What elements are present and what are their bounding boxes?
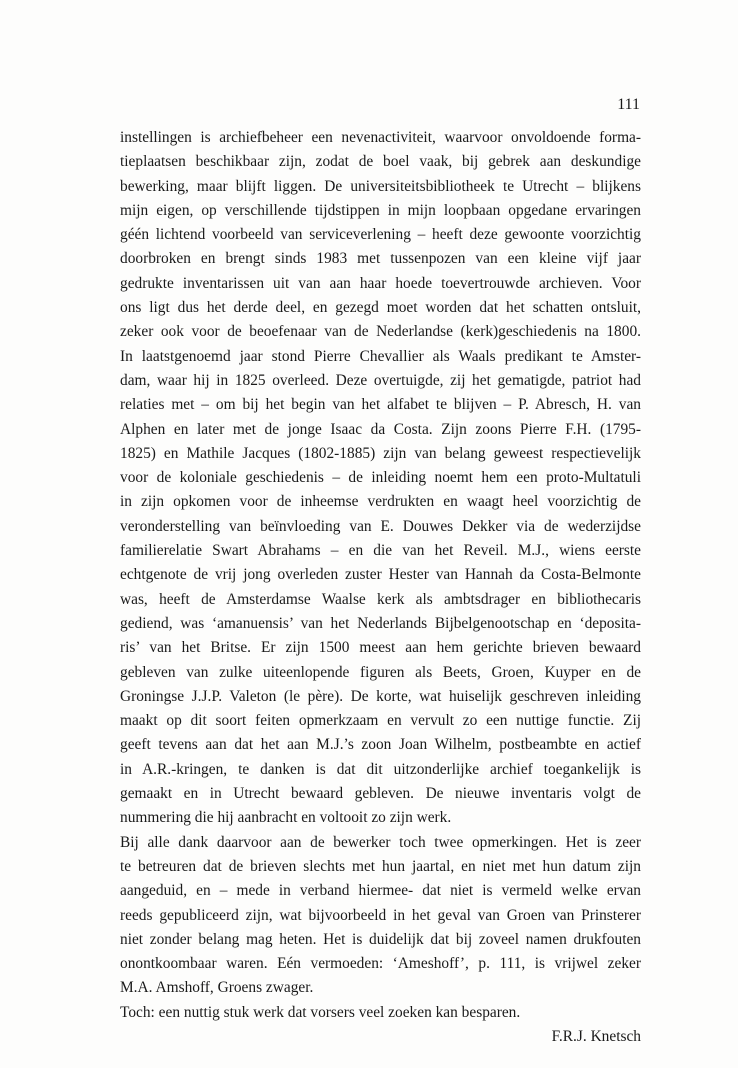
text-line: 1825) en Mathile Jacques (1802-1885) zijn van belang geweest respectievelijk [120,444,641,462]
text-line: bewerking, maar blijft liggen. De universiteitsbibliotheek te Utrecht – blijkens [120,177,641,195]
author-signature: F.R.J. Knetsch [551,1027,641,1045]
text-line: reeds gepubliceerd zijn, wat bijvoorbeeld in het geval van Groen van Prinsterer [120,906,641,924]
text-line: gemaakt en in Utrecht bewaard gebleven. De nieuwe inventaris volgt de [120,785,641,803]
text-line: mijn eigen, op verschillende tijdstippen in mijn loopbaan opgedane ervaringen [120,201,641,219]
text-line: géén lichtend voorbeeld van serviceverlening – heeft deze gewoonte voorzichtig [120,226,641,244]
body-text [120,126,641,1049]
text-line: in zijn opkomen voor de inheemse verdrukten en waagt heel voorzichtig de [120,493,641,511]
text-line: echtgenote de vrij jong overleden zuster Hester van Hannah da Costa-Belmonte [120,566,641,584]
text-line: relaties met – om bij het begin van het alfabet te blijven – P. Abresch, H. van [120,396,641,414]
paragraph-end-line: M.A. Amshoff, Groens zwager. [120,979,314,997]
text-line: ons ligt dus het derde deel, en gezegd moet worden dat het schatten ontsluit, [120,299,641,317]
text-line: Bij alle dank daarvoor aan de bewerker toch twee opmerkingen. Het is zeer [120,833,641,851]
text-line: zeker ook voor de beoefenaar van de Nederlandse (kerk)geschiedenis na 1800. [120,323,641,341]
text-line: gedrukte inventarissen uit van aan haar hoede toevertrouwde archieven. Voor [120,274,641,292]
text-line: ris’ van het Britse. Er zijn 1500 meest aan hem gerichte brieven bewaard [120,639,641,657]
text-line: In laatstgenoemd jaar stond Pierre Chevallier als Waals predikant te Amster- [120,347,641,365]
text-line: niet zonder belang mag heten. Het is duidelijk dat bij zoveel namen drukfouten [120,930,641,948]
text-line: maakt op dit soort feiten opmerkzaam en vervult zo een nuttige functie. Zij [120,712,641,730]
text-line: in A.R.-kringen, te danken is dat dit uitzonderlijke archief toegankelijk is [120,760,641,778]
text-line: instellingen is archiefbeheer een nevenactiviteit, waarvoor onvoldoende forma- [120,129,641,146]
text-line: geeft tevens aan dat het aan M.J.’s zoon Joan Wilhelm, postbeambte en actief [120,736,641,754]
text-line: doorbroken en brengt sinds 1983 met tussenpozen van een kleine vijf jaar [120,250,641,268]
text-line: Alphen en later met de jonge Isaac da Costa. Zijn zoons Pierre F.H. (1795- [120,420,641,438]
text-line: veronderstelling van beïnvloeding van E. Douwes Dekker via de wederzijdse [120,517,641,535]
text-line: familierelatie Swart Abrahams – en die van het Reveil. M.J., wiens eerste [120,542,641,560]
text-line: onontkoombaar waren. Eén vermoeden: ‘Ameshoff’, p. 111, is vrijwel zeker [120,955,641,973]
text-line: voor de koloniale geschiedenis – de inleiding noemt hem een proto-Multatuli [120,469,641,487]
text-line: gediend, was ‘amanuensis’ van het Nederlands Bijbelgenootschap en ‘deposita- [120,614,641,632]
text-line: gebleven van zulke uiteenlopende figuren als Beets, Groen, Kuyper en de [120,663,641,681]
closing-line: Toch: een nuttig stuk werk dat vorsers veel zoeken kan besparen. [120,1003,521,1021]
text-line: te betreuren dat de brieven slechts met hun jaartal, en niet met hun datum zijn [120,857,641,875]
paragraph-end-line: nummering die hij aanbracht en voltooit zo zijn werk. [120,809,452,827]
text-line: was, heeft de Amsterdamse Waalse kerk als ambtsdrager en bibliothecaris [120,590,641,608]
text-line: Groningse J.J.P. Valeton (le père). De korte, wat huiselijk geschreven inleiding [120,687,641,705]
text-line: aangeduid, en – mede in verband hiermee- dat niet is vermeld welke ervan [120,882,641,900]
text-line: dam, waar hij in 1825 overleed. Deze overtuigde, zij het gematigde, patriot had [120,371,641,389]
text-line: tieplaatsen beschikbaar zijn, zodat de boel vaak, bij gebrek aan deskundige [120,153,641,171]
page-number: 111 [617,96,640,113]
